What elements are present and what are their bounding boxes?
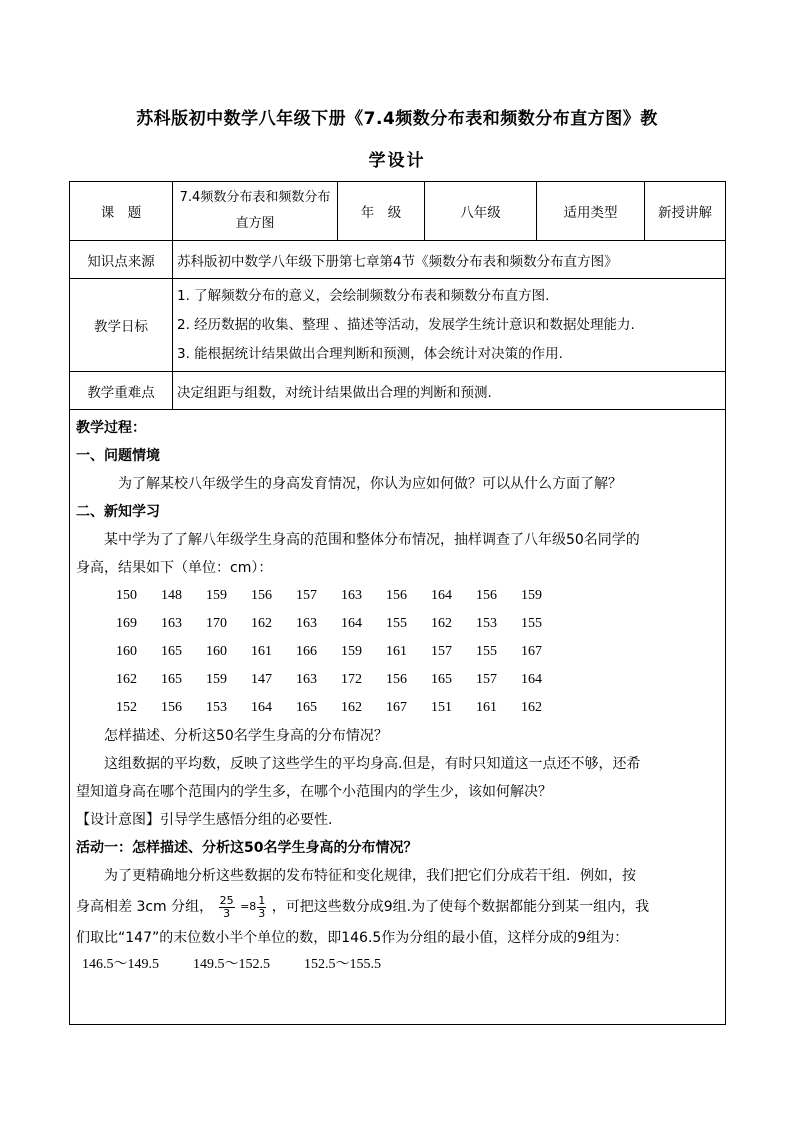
- data-value: 157: [296, 588, 317, 603]
- data-value: 161: [251, 644, 272, 659]
- grade-value: 八年级: [425, 182, 537, 241]
- section1-title: 一、问题情境: [76, 448, 160, 464]
- fraction-numerator: 25: [219, 893, 234, 907]
- document-title-line1: 苏科版初中数学八年级下册《7.4频数分布表和频数分布直方图》教: [136, 109, 658, 129]
- lesson-plan-table: [69, 181, 726, 1025]
- data-value: 148: [161, 588, 182, 603]
- activity1-line-b-post: ，可把这些数分成9组.为了使每个数据都能分到某一组内，我: [271, 899, 650, 915]
- data-value: 156: [386, 588, 407, 603]
- document-title-line2: 学设计: [368, 151, 426, 171]
- data-value: 165: [161, 644, 182, 659]
- data-value: 164: [521, 672, 542, 687]
- type-label: 适用类型: [537, 182, 645, 241]
- data-value: 162: [341, 700, 362, 715]
- group-range: 149.5～152.5: [193, 957, 270, 972]
- source-value: 苏科版初中数学八年级下册第七章第4节《频数分布表和频数分布直方图》: [173, 241, 726, 279]
- data-value: 155: [521, 616, 542, 631]
- type-value: 新授讲解: [645, 182, 726, 241]
- data-value: 157: [476, 672, 497, 687]
- grade-label: 年 级: [338, 182, 425, 241]
- data-value: 172: [341, 672, 362, 687]
- data-value: 162: [521, 700, 542, 715]
- process-row: [70, 410, 726, 1025]
- mixed-denominator: 3: [258, 906, 266, 920]
- data-value: 169: [116, 616, 137, 631]
- keypoints-row: [70, 372, 726, 410]
- data-value: 165: [161, 672, 182, 687]
- fraction-25-3: [219, 895, 235, 920]
- section2-title: 二、新知学习: [76, 504, 160, 520]
- keypoints-label: 教学重难点: [70, 372, 173, 410]
- data-value: 156: [386, 672, 407, 687]
- source-row: [70, 241, 726, 279]
- data-value: 165: [296, 700, 317, 715]
- topic-value: 7.4频数分布表和频数分布直方图: [173, 182, 338, 241]
- data-value: 156: [161, 700, 182, 715]
- goals-list: [173, 279, 726, 372]
- data-value: 162: [116, 672, 137, 687]
- activity1-line-c: 们取比“147”的末位数小半个单位的数，即146.5作为分组的最小值，这样分成的9组为：: [76, 930, 629, 946]
- data-value: 156: [251, 588, 272, 603]
- data-value: 170: [206, 616, 227, 631]
- data-row: [76, 694, 719, 722]
- intro-line-a: 某中学为了了解八年级学生身高的范围和整体分布情况，抽样调查了八年级50名同学的: [104, 532, 640, 548]
- data-value: 166: [296, 644, 317, 659]
- data-value: 161: [386, 644, 407, 659]
- data-value: 150: [116, 588, 137, 603]
- data-row: [76, 582, 719, 610]
- source-label: 知识点来源: [70, 241, 173, 279]
- data-value: 159: [341, 644, 362, 659]
- data-value: 151: [431, 700, 452, 715]
- activity1-line-a: 为了更精确地分析这些数据的发布特征和变化规律，我们把它们分成若干组．例如，按: [104, 868, 636, 884]
- goal-item: 3. 能根据统计结果做出合理判断和预测，体会统计对决策的作用.: [177, 345, 563, 362]
- data-value: 160: [116, 644, 137, 659]
- data-row: [76, 666, 719, 694]
- data-row: [76, 610, 719, 638]
- process-heading: 教学过程：: [76, 420, 146, 436]
- data-value: 147: [251, 672, 272, 687]
- design-intent: 【设计意图】引导学生感悟分组的必要性.: [76, 812, 333, 828]
- data-value: 159: [206, 588, 227, 603]
- fraction-1-3: [257, 895, 266, 920]
- data-value: 161: [476, 700, 497, 715]
- data-value: 164: [251, 700, 272, 715]
- data-value: 163: [296, 672, 317, 687]
- height-data-table: [76, 582, 719, 722]
- activity1-line-b: [76, 890, 719, 924]
- data-value: 162: [431, 616, 452, 631]
- goals-row: [70, 279, 726, 372]
- data-value: 155: [386, 616, 407, 631]
- keypoints-value: 决定组距与组数，对统计结果做出合理的判断和预测.: [173, 372, 726, 410]
- group-range: 152.5～155.5: [304, 957, 381, 972]
- data-value: 167: [521, 644, 542, 659]
- data-value: 155: [476, 644, 497, 659]
- goal-item: 1. 了解频数分布的意义，会绘制频数分布表和频数分布直方图.: [177, 287, 550, 304]
- data-value: 157: [431, 644, 452, 659]
- section1-text: 为了解某校八年级学生的身高发育情况，你认为应如何做？可以从什么方面了解？: [118, 476, 622, 492]
- data-value: 156: [476, 588, 497, 603]
- group-ranges: [76, 952, 719, 978]
- group-range: 146.5～149.5: [82, 957, 159, 972]
- activity1-title: 活动一：怎样描述、分析这50名学生身高的分布情况？: [76, 840, 418, 856]
- data-value: 160: [206, 644, 227, 659]
- data-value: 159: [521, 588, 542, 603]
- data-value: 153: [476, 616, 497, 631]
- fraction-denominator: 3: [223, 906, 231, 920]
- discussion-line-b: 望知道身高在哪个范围内的学生多，在哪个小范围内的学生少，该如何解决？: [76, 784, 552, 800]
- data-value: 164: [431, 588, 452, 603]
- data-value: 164: [341, 616, 362, 631]
- data-value: 159: [206, 672, 227, 687]
- data-value: 163: [296, 616, 317, 631]
- mixed-numerator: 1: [258, 893, 266, 907]
- data-row: [76, 638, 719, 666]
- data-value: 165: [431, 672, 452, 687]
- goal-item: 2. 经历数据的收集、整理 、描述等活动，发展学生统计意识和数据处理能力.: [177, 316, 635, 333]
- data-value: 152: [116, 700, 137, 715]
- data-value: 163: [341, 588, 362, 603]
- mixed-number: [240, 890, 267, 924]
- goals-label: 教学日标: [70, 279, 173, 372]
- data-value: 162: [251, 616, 272, 631]
- topic-label: 课 题: [70, 182, 173, 241]
- activity1-line-b-pre: 身高相差 3cm 分组，: [76, 899, 214, 915]
- data-value: 167: [386, 700, 407, 715]
- fraction-equals: =8: [240, 900, 257, 913]
- data-value: 153: [206, 700, 227, 715]
- teaching-process: [70, 410, 726, 1025]
- question-line: 怎样描述、分析这50名学生身高的分布情况？: [104, 728, 388, 744]
- header-row: [70, 182, 726, 241]
- data-value: 163: [161, 616, 182, 631]
- discussion-line-a: 这组数据的平均数，反映了这些学生的平均身高.但是，有时只知道这一点还不够，还希: [104, 756, 641, 772]
- intro-line-b: 身高，结果如下（单位：cm）：: [76, 560, 273, 576]
